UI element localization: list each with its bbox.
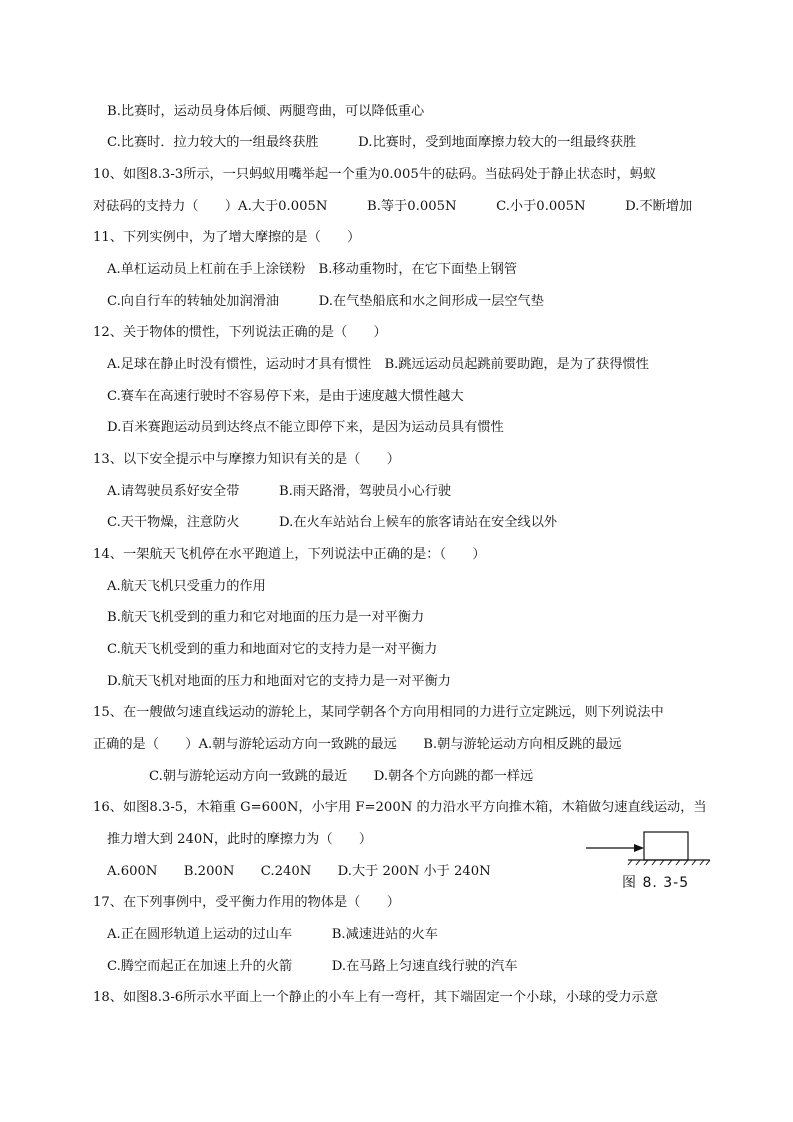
text-line-6: A.单杠运动员上杠前在手上涂镁粉 B.移动重物时，在它下面垫上钢管	[107, 262, 518, 277]
text-line-20: 15、在一艘做匀速直线运动的游轮上，某同学朝各个方向用相同的力进行立定跳远，则下列说法中	[93, 705, 664, 720]
text-line-21: 正确的是（ ）A.朝与游轮运动方向一致跳的最远 B.朝与游轮运动方向相反跳的最远	[93, 737, 622, 752]
text-line-18: C.航天飞机受到的重力和地面对它的支持力是一对平衡力	[107, 642, 438, 657]
text-line-7: C.向自行车的转轴处加润滑油 D.在气垫船底和水之间形成一层空气垫	[107, 294, 544, 309]
text-line-1: B.比赛时，运动员身体后倾、两腿弯曲，可以降低重心	[107, 104, 425, 119]
text-line-24: 推力增大到 240N，此时的摩擦力为（ ）	[107, 832, 373, 847]
text-line-13: A.请驾驶员系好安全带 B.雨天路滑，驾驶员小心行驶	[107, 484, 452, 499]
text-line-11: D.百米赛跑运动员到达终点不能立即停下来，是因为运动员具有惯性	[107, 420, 504, 435]
figure-caption: 图 8. 3-5	[622, 875, 690, 891]
text-line-10: C.赛车在高速行驶时不容易停下来，是由于速度越大惯性越大	[107, 389, 464, 404]
text-line-23: 16、如图8.3-5，木箱重 G=600N，小宇用 F=200N 的力沿水平方向推木箱，木箱做匀速直线运动，当	[93, 800, 707, 815]
text-line-25: A.600N B.200N C.240N D.大于 200N 小于 240N	[107, 864, 491, 879]
text-line-5: 11、下列实例中，为了增大摩擦的是（ ）	[93, 230, 361, 245]
text-line-9: A.足球在静止时没有惯性，运动时才具有惯性 B.跳远运动员起跳前要助跑，是为了获得惯性	[107, 357, 649, 372]
text-line-8: 12、关于物体的惯性，下列说法正确的是（ ）	[93, 325, 387, 340]
text-line-4: 对砝码的支持力（ ）A.大于0.005N B.等于0.005N C.小于0.005N D.不断增加	[93, 199, 693, 214]
text-line-16: A.航天飞机只受重力的作用	[107, 579, 266, 594]
force-arrowhead	[634, 844, 644, 852]
text-line-14: C.天干物燥，注意防火 D.在火车站站台上候车的旅客请站在安全线以外	[107, 515, 558, 530]
text-line-27: A.正在圆形轨道上运动的过山车 B.减速进站的火车	[107, 927, 438, 942]
text-line-26: 17、在下列事例中，受平衡力作用的物体是（ ）	[93, 895, 400, 910]
text-line-3: 10、如图8.3-3所示，一只蚂蚁用嘴举起一个重为0.005牛的砝码。当砝码处于静止状态时，蚂蚁	[93, 167, 657, 182]
text-line-28: C.腾空而起正在加速上升的火箭 D.在马路上匀速直线行驶的汽车	[107, 959, 518, 974]
text-line-22: C.朝与游轮运动方向一致跳的最近 D.朝各个方向跳的都一样远	[149, 769, 534, 784]
text-line-19: D.航天飞机对地面的压力和地面对它的支持力是一对平衡力	[107, 674, 451, 689]
text-line-12: 13、以下安全提示中与摩擦力知识有关的是（ ）	[93, 452, 400, 467]
text-line-15: 14、一架航天飞机停在水平跑道上，下列说法中正确的是：（ ）	[93, 547, 486, 562]
text-line-29: 18、如图8.3-6所示水平面上一个静止的小车上有一弯杆，其下端固定一个小球，小球的受力示意	[93, 990, 658, 1005]
ground-hatching	[628, 860, 710, 865]
text-line-2: C.比赛时．拉力较大的一组最终获胜 D.比赛时，受到地面摩擦力较大的一组最终获胜	[107, 135, 637, 150]
text-line-17: B.航天飞机受到的重力和它对地面的压力是一对平衡力	[107, 610, 425, 625]
wooden-box	[644, 832, 688, 860]
